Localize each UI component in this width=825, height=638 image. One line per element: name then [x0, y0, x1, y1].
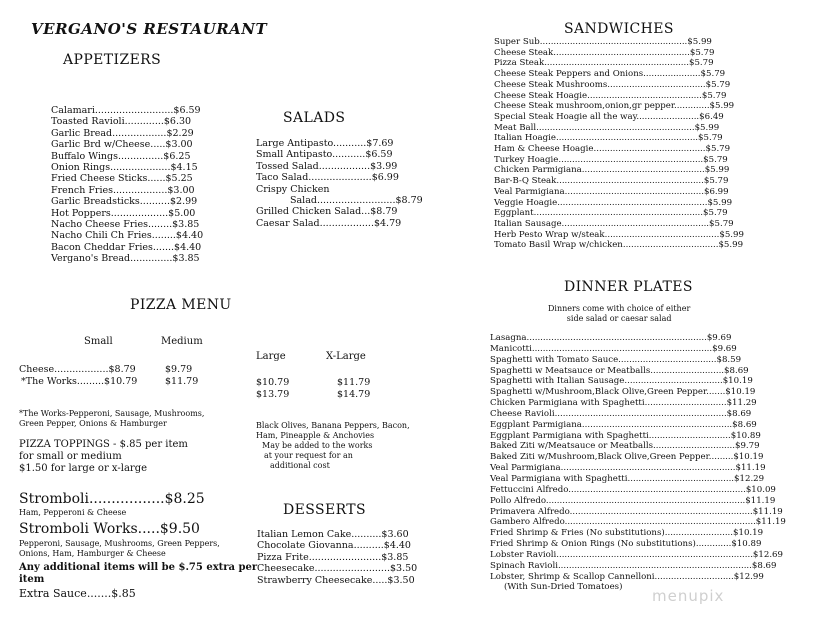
- extra-sauce: Extra Sauce.......$.85: [19, 587, 136, 600]
- list-item: Primavera Alfredo...................................................................$11.19: [490, 506, 783, 517]
- list-item: Hot Poppers...................$5.00: [51, 207, 196, 219]
- list-item: Garlic Bread..................$2.29: [51, 127, 194, 139]
- list-item: Veggie Hoagie.......................................................$5.99: [494, 197, 733, 208]
- list-item: Fried Shrimp & Fries (No substitutions).........................$10.19: [490, 528, 764, 539]
- pizza-row-name: *The Works.........$10.79: [21, 376, 138, 387]
- pizza-row-medium: $11.79: [165, 376, 199, 387]
- pizza-col-xlarge: X-Large: [326, 351, 366, 362]
- sandwiches-list: [494, 37, 744, 251]
- list-item: Veal Parmigiana................................................................$11.19: [490, 463, 766, 474]
- list-item: Taco Salad.....................$6.99: [256, 172, 399, 184]
- list-item: Bar-B-Q Steak......................................................$5.79: [494, 176, 729, 187]
- pizza-row-xlarge: $14.79: [337, 389, 371, 400]
- list-item: Toasted Ravioli.............$6.30: [51, 116, 192, 128]
- list-item: Veal Parmigiana with Spaghetti.......................................$12.29: [490, 473, 765, 484]
- list-item: Calamari..........................$6.59: [51, 105, 201, 116]
- list-item: Eggplant Parmigiana with Spaghetti..............................$10.89: [490, 430, 761, 441]
- list-item: Onion Rings....................$4.15: [51, 162, 198, 174]
- list-item: Strawberry Cheesecake.....$3.50: [257, 574, 415, 586]
- list-item: Pollo Alfredo.........................................................................$11.19: [490, 495, 776, 506]
- list-item: Special Steak Hoagie all the way.......................$6.49: [494, 111, 724, 122]
- list-item: Garlic Breadsticks..........$2.99: [51, 196, 198, 208]
- list-item: Italian Sausage......................................................$5.79: [494, 218, 734, 229]
- pizza-row-xlarge: $11.79: [337, 377, 371, 388]
- list-item: Chicken Parmigiana with Spaghetti..............................$11.29: [490, 398, 757, 409]
- list-item: Eggplant..............................................................$5.79: [494, 208, 728, 219]
- list-item: Spaghetti with Tomato Sauce....................................$8.59: [490, 354, 742, 365]
- toppings-list: Black Olives, Banana Peppers, Bacon, Ham, Pineapple & Anchovies May be added to the works at your request for an additional cost: [256, 421, 410, 470]
- sandwiches-heading: SANDWICHES: [564, 21, 674, 37]
- salads-list: [256, 138, 423, 229]
- stromboli-desc: Ham, Pepperoni & Cheese: [19, 508, 127, 517]
- list-item: Italian Lemon Cake..........$3.60: [257, 529, 409, 540]
- restaurant-title: VERGANO'S RESTAURANT: [31, 20, 268, 38]
- list-item: Salad..........................$8.79: [290, 195, 423, 207]
- additional-items-note: Any additional items will be $.75 extra per item: [19, 562, 258, 585]
- list-item: Veal Parmigiana...................................................$6.99: [494, 186, 729, 197]
- stromboli-works-desc: Pepperoni, Sausage, Mushrooms, Green Peppers, Onions, Ham, Hamburger & Cheese: [19, 539, 220, 558]
- list-item: Vergano's Bread..............$3.85: [51, 253, 200, 265]
- list-item: Tomato Basil Wrap w/chicken...................................$5.99: [494, 240, 744, 251]
- list-item: Tossed Salad.................$3.99: [256, 160, 398, 172]
- list-item: Grilled Chicken Salad...$8.79: [256, 206, 398, 218]
- list-item: Italian Hoagie....................................................$5.79: [494, 133, 723, 144]
- list-item: Nacho Cheese Fries........$3.85: [51, 219, 200, 231]
- list-item: Lobster, Shrimp & Scallop Cannelloni.............................$12.99: [490, 571, 764, 582]
- list-item: Lasagna..................................................................$9.69: [490, 333, 732, 343]
- list-item: Cheesecake.........................$3.50: [257, 563, 418, 575]
- list-item: Gambero Alfredo......................................................................$11.19: [490, 517, 786, 528]
- list-item: Fettuccini Alfredo.................................................................$10.09: [490, 484, 776, 495]
- pizza-heading: PIZZA MENU: [130, 297, 232, 313]
- list-item: Cheese Steak Mushrooms....................................$5.79: [494, 79, 731, 90]
- list-item: Cheese Steak mushroom,onion,gr pepper.............$5.99: [494, 101, 735, 112]
- list-item: Spaghetti w/Mushroom,Black Olive,Green Pepper.......$10.19: [490, 387, 756, 398]
- list-item: French Fries..................$3.00: [51, 184, 195, 196]
- pizza-col-large: Large: [256, 351, 286, 362]
- list-item: Baked Ziti w/Mushroom,Black Olive,Green Pepper.........$10.19: [490, 452, 764, 463]
- pizza-row-medium: $9.79: [165, 364, 193, 375]
- dinner-heading: DINNER PLATES: [564, 279, 693, 295]
- menupix-watermark: menupix: [652, 587, 725, 605]
- list-item: Super Sub......................................................$5.99: [494, 37, 712, 47]
- list-item: Buffalo Wings...............$6.25: [51, 150, 191, 162]
- list-item: Herb Pesto Wrap w/steak..........................................$5.99: [494, 229, 744, 240]
- pizza-row-large: $13.79: [256, 389, 290, 400]
- list-item: Pizza Frite........................$3.85: [257, 551, 409, 563]
- list-item: Chicken Parmigiana.............................................$5.99: [494, 165, 730, 176]
- salads-heading: SALADS: [283, 110, 346, 126]
- stromboli-works: Stromboli Works.....$9.50: [19, 521, 200, 537]
- list-item: Cheese Steak Peppers and Onions.....................$5.79: [494, 69, 726, 80]
- list-item: Eggplant Parmigiana.......................................................$8.69: [490, 419, 757, 430]
- list-item: Meat Ball..........................................................$5.99: [494, 122, 720, 133]
- list-item: Spaghetti w Meatsauce or Meatballs...........................$8.69: [490, 365, 749, 376]
- dinner-note: Dinners come with choice of either side salad or caesar salad: [548, 304, 691, 323]
- desserts-heading: DESSERTS: [283, 502, 367, 518]
- list-item: Turkey Hoagie.....................................................$5.79: [494, 154, 728, 165]
- list-item: Baked Ziti w/Meatsauce or Meatballs..............................$9.79: [490, 441, 760, 452]
- list-item: Fried Cheese Sticks......$5.25: [51, 173, 193, 185]
- list-item: Crispy Chicken: [256, 183, 330, 195]
- pizza-col-medium: Medium: [161, 336, 203, 347]
- list-item: Spaghetti with Italian Sausage....................................$10.19: [490, 376, 753, 387]
- toppings-price: PIZZA TOPPINGS - $.85 per item for small or medium $1.50 for large or x-large: [19, 439, 188, 474]
- list-item: Cheese Steak..................................................$5.79: [494, 47, 715, 58]
- list-item: Chocolate Giovanna..........$4.40: [257, 540, 411, 552]
- list-item: (With Sun-Dried Tomatoes): [504, 582, 623, 593]
- list-item: Cheese Ravioli...............................................................$8.69: [490, 408, 752, 419]
- list-item: Cheese Steak Hoagie..........................................$5.79: [494, 90, 727, 101]
- pizza-row-name: Cheese..................$8.79: [19, 364, 136, 375]
- pizza-col-small: Small: [84, 336, 113, 347]
- list-item: Spinach Ravioli.......................................................................$8.69: [490, 560, 777, 571]
- dinner-list: [490, 333, 786, 593]
- appetizers-heading: APPETIZERS: [63, 52, 162, 68]
- list-item: Fried Shrimp & Onion Rings (No substitutions).............$10.89: [490, 539, 762, 550]
- list-item: Manicotti..................................................................$9.69: [490, 343, 737, 354]
- stromboli: Stromboli.................$8.25: [19, 491, 205, 507]
- pizza-row-large: $10.79: [256, 377, 290, 388]
- list-item: Bacon Cheddar Fries.......$4.40: [51, 241, 202, 253]
- appetizers-list: [51, 105, 203, 265]
- list-item: Garlic Brd w/Cheese.....$3.00: [51, 139, 193, 151]
- list-item: Pizza Steak.....................................................$5.79: [494, 58, 714, 69]
- list-item: Caesar Salad..................$4.79: [256, 217, 402, 229]
- list-item: Ham & Cheese Hoagie.........................................$5.79: [494, 144, 731, 155]
- works-note: *The Works-Pepperoni, Sausage, Mushrooms, Green Pepper, Onions & Hamburger: [19, 409, 205, 428]
- list-item: Small Antipasto...........$6.59: [256, 149, 393, 161]
- list-item: Nacho Chili Ch Fries........$4.40: [51, 230, 204, 242]
- list-item: Large Antipasto...........$7.69: [256, 138, 394, 149]
- list-item: Lobster Ravioli........................................................................$12.69: [490, 549, 783, 560]
- desserts-list: [257, 529, 417, 586]
